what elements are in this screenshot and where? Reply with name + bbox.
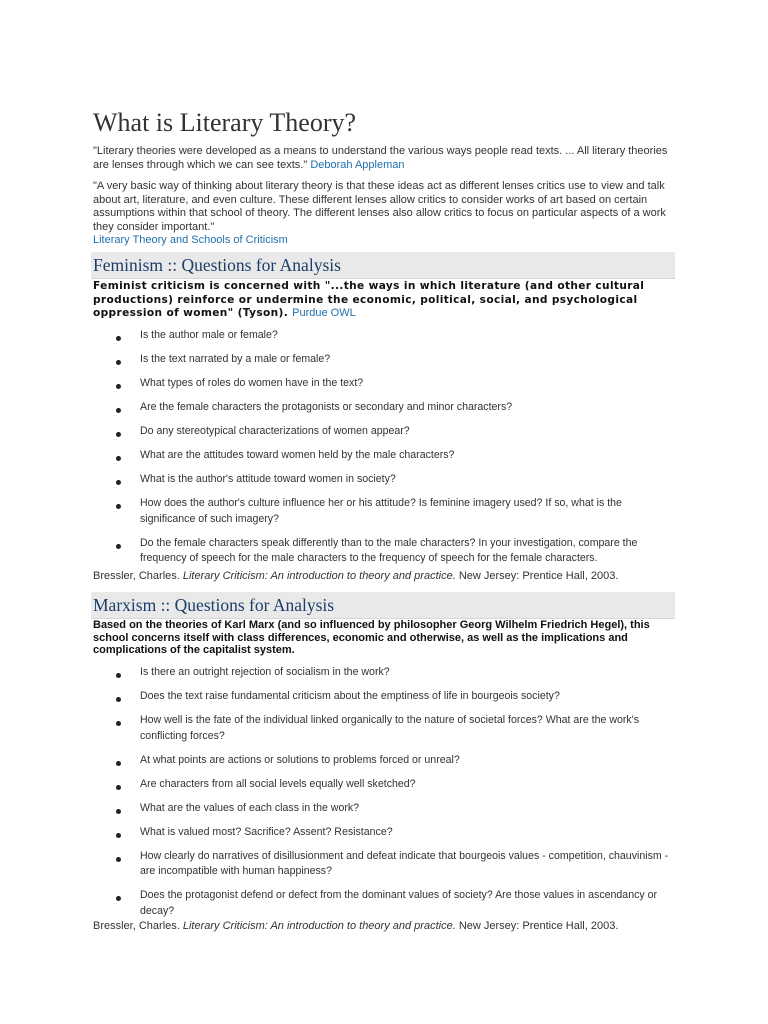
author-link[interactable]: Deborah Appleman	[310, 158, 405, 171]
list-item: Is there an outright rejection of socialism in the work?	[93, 665, 677, 681]
list-item: Are characters from all social levels equally well sketched?	[93, 777, 677, 793]
quote-text: "Literary theories were developed as a means to understand the various ways people read texts. ... All literary theories are lenses through which we can see texts."	[93, 145, 668, 171]
citation-work: Literary Criticism: An introduction to theory and practice.	[182, 920, 456, 932]
lead-text: Feminist criticism is concerned with "...the ways in which literature (and other cultural productions) reinforce or undermine the economic, political, social, and psychological oppression of women" (Tyson).	[93, 280, 645, 319]
list-item: Does the protagonist defend or defect from the dominant values of society? Are those values in ascendancy or decay?	[93, 888, 677, 919]
schools-of-criticism-link[interactable]: Literary Theory and Schools of Criticism	[93, 234, 288, 246]
citation-work: Literary Criticism: An introduction to theory and practice.	[182, 570, 456, 582]
citation-publisher: New Jersey: Prentice Hall, 2003.	[458, 570, 619, 582]
intro-quote-2	[93, 180, 668, 248]
list-item: What is valued most? Sacrifice? Assent? Resistance?	[93, 825, 677, 841]
list-item: How clearly do narratives of disillusionment and defeat indicate that bourgeois values - competition, chauvinism - are incompatible with human happiness?	[93, 849, 677, 880]
list-item: Does the text raise fundamental criticism about the emptiness of life in bourgeois society?	[93, 689, 677, 705]
citation-author: Bressler, Charles.	[93, 570, 180, 582]
list-item: Do any stereotypical characterizations of women appear?	[93, 424, 677, 440]
list-item: How well is the fate of the individual linked organically to the nature of societal forces? What are the work's conflicting forces?	[93, 713, 677, 744]
intro-quote-1	[93, 145, 668, 172]
list-item: What are the values of each class in the work?	[93, 801, 677, 817]
citation-author: Bressler, Charles.	[93, 920, 180, 932]
list-item: At what points are actions or solutions to problems forced or unreal?	[93, 753, 677, 769]
list-item: Is the author male or female?	[93, 328, 677, 344]
feminism-questions	[93, 328, 677, 567]
page-title: What is Literary Theory?	[93, 108, 357, 137]
section-heading-feminism: Feminism :: Questions for Analysis	[91, 252, 675, 279]
list-item: Are the female characters the protagonists or secondary and minor characters?	[93, 400, 677, 416]
marxism-lead: Based on the theories of Karl Marx (and so influenced by philosopher Georg Wilhelm Friedrich Hegel), this school concerns itself with class differences, economic and otherwise, as well as the implications and complications of the capitalist system.	[93, 619, 650, 656]
quote-text: "A very basic way of thinking about literary theory is that these ideas act as different lenses critics use to view and talk about art, literature, and even culture. These different lenses allow critics to consider works of art based on certain assumptions within that school of theory. The different lenses also allow critics to focus on particular aspects of a work they consider important."	[93, 180, 666, 233]
section-heading-marxism: Marxism :: Questions for Analysis	[91, 592, 675, 619]
list-item: How does the author's culture influence her or his attitude? Is feminine imagery used? If so, what is the significance of such imagery?	[93, 496, 677, 527]
feminism-citation	[93, 570, 618, 582]
feminism-lead	[93, 280, 677, 321]
list-item: Do the female characters speak differently than to the male characters? In your investigation, compare the frequency of speech for the male characters to the frequency of speech for the female characters.	[93, 536, 677, 567]
list-item: What is the author's attitude toward women in society?	[93, 472, 677, 488]
purdue-owl-link[interactable]: Purdue OWL	[292, 307, 356, 319]
list-item: What are the attitudes toward women held by the male characters?	[93, 448, 677, 464]
list-item: Is the text narrated by a male or female?	[93, 352, 677, 368]
citation-publisher: New Jersey: Prentice Hall, 2003.	[458, 920, 619, 932]
marxism-citation	[93, 920, 618, 932]
list-item: What types of roles do women have in the text?	[93, 376, 677, 392]
marxism-questions	[93, 665, 677, 919]
